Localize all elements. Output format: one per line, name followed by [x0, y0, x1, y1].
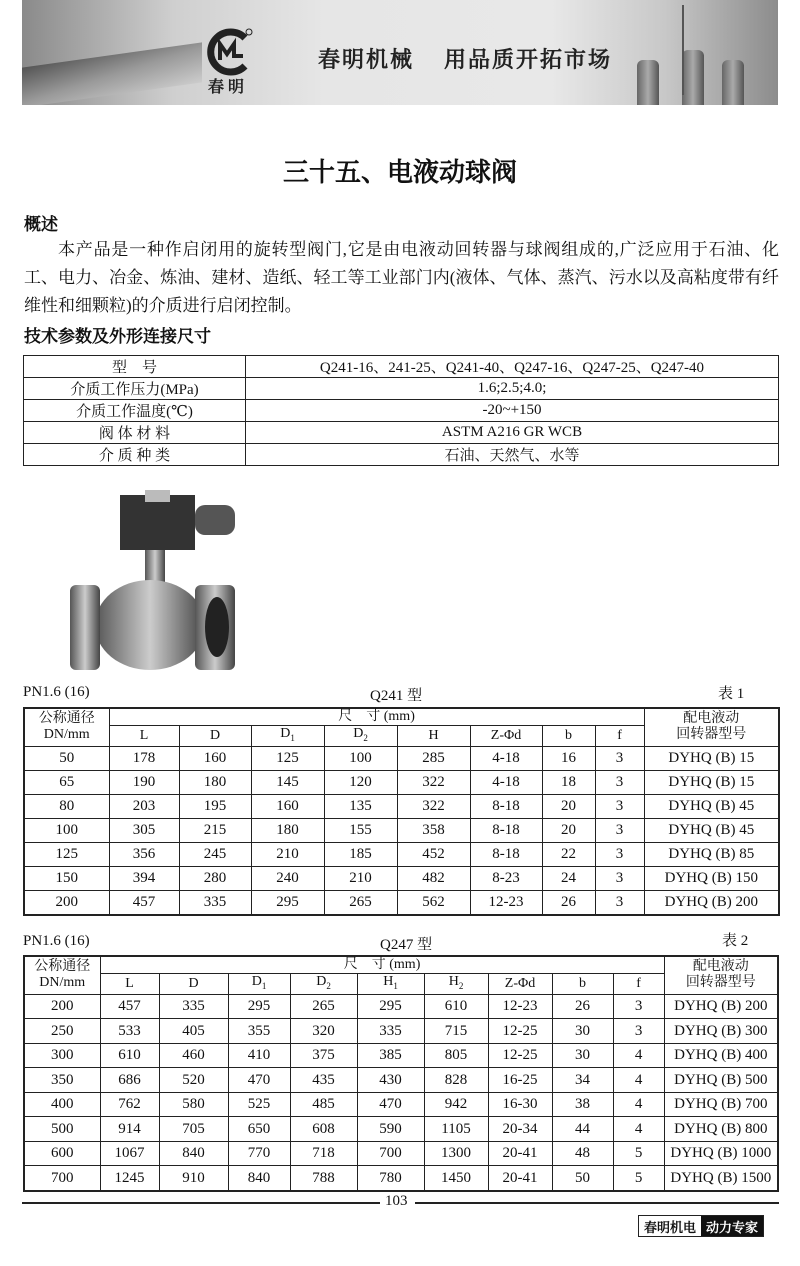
dn-header-label: 公称通径: [34, 959, 91, 975]
column-header-label: D: [316, 974, 327, 989]
table-cell: 250: [24, 1019, 100, 1044]
table-row: [24, 1043, 778, 1068]
table-cell: 24: [542, 866, 595, 890]
table-cell: 356: [109, 842, 179, 866]
column-header-label: b: [579, 975, 586, 991]
table-cell: 3: [613, 1019, 664, 1044]
table-cell: 180: [179, 770, 251, 794]
table-cell: 65: [24, 770, 109, 794]
table-row: [24, 994, 778, 1019]
table-cell: 700: [24, 1166, 100, 1191]
table-cell: 26: [542, 890, 595, 915]
table-cell: 34: [552, 1068, 613, 1093]
table-cell: 828: [424, 1068, 488, 1093]
table-cell: 375: [290, 1043, 357, 1068]
table-cell: 4: [613, 1043, 664, 1068]
table-cell: 44: [552, 1117, 613, 1142]
spec-label: 阀 体 材 料: [24, 422, 246, 444]
column-header: [552, 974, 613, 995]
table-cell: 1300: [424, 1141, 488, 1166]
table-cell: 470: [228, 1068, 290, 1093]
table-cell: 18: [542, 770, 595, 794]
column-header-label: b: [565, 727, 572, 743]
table-cell: 485: [290, 1092, 357, 1117]
table-header: [24, 956, 778, 994]
table-cell: 265: [324, 890, 397, 915]
table-cell: DYHQ (B) 300: [664, 1019, 778, 1044]
cooling-tower: [722, 60, 744, 105]
column-header-label: D: [280, 726, 291, 741]
column-header-label: D: [188, 975, 199, 991]
size-header: 尺 寸 (mm): [109, 708, 644, 726]
table-cell: DYHQ (B) 1500: [664, 1166, 778, 1191]
table-row: [24, 1068, 778, 1093]
column-header: [228, 974, 290, 995]
column-subscript: 2: [363, 732, 368, 743]
table-cell: 8-23: [470, 866, 542, 890]
overview-text: 本产品是一种作启闭用的旋转型阀门,它是由电液动回转器与球阀组成的,广泛应用于石油、化工、电力、冶金、炼油、建材、造纸、轻工等工业部门内(液体、气体、蒸汽、污水以及高粘度带有纤维性和细颗粒)的介质进行启闭控制。: [24, 240, 779, 315]
column-header-label: H: [448, 974, 459, 989]
slogan-motto: 用品质开拓市场: [444, 48, 613, 73]
table-cell: 125: [251, 746, 324, 770]
column-header: [397, 726, 470, 747]
table-cell: 520: [159, 1068, 228, 1093]
spec-value: ASTM A216 GR WCB: [246, 422, 779, 444]
table-cell: 457: [100, 994, 159, 1019]
table-cell: 350: [24, 1068, 100, 1093]
table-cell: 322: [397, 794, 470, 818]
table-cell: 608: [290, 1117, 357, 1142]
table-body: [24, 746, 779, 915]
table-cell: 610: [424, 994, 488, 1019]
table-cell: 5: [613, 1166, 664, 1191]
table-cell: 385: [357, 1043, 424, 1068]
table-row: [24, 890, 779, 915]
table-cell: 30: [552, 1019, 613, 1044]
table-cell: DYHQ (B) 400: [664, 1043, 778, 1068]
spec-row: [24, 444, 779, 466]
specs-heading: 技术参数及外形连接尺寸: [24, 327, 211, 347]
table-header: [24, 708, 779, 746]
table-cell: 358: [397, 818, 470, 842]
table-cell: 100: [324, 746, 397, 770]
logo-text: 春明: [208, 77, 249, 96]
q241-dimension-table: [23, 707, 780, 916]
column-header: [542, 726, 595, 747]
table-row: [24, 842, 779, 866]
table-row: [24, 818, 779, 842]
table-cell: 500: [24, 1117, 100, 1142]
table-cell: 5: [613, 1141, 664, 1166]
valve-photo: [65, 485, 250, 680]
column-header: [488, 974, 552, 995]
page-title: 三十五、电液动球阀: [282, 158, 517, 188]
dn-header-label: 公称通径: [38, 711, 95, 727]
table-cell: DYHQ (B) 500: [664, 1068, 778, 1093]
column-header: [595, 726, 644, 747]
table2-model: Q247 型: [380, 937, 433, 953]
table-cell: 335: [159, 994, 228, 1019]
table-cell: 840: [228, 1166, 290, 1191]
table-cell: DYHQ (B) 15: [644, 746, 779, 770]
table-cell: 190: [109, 770, 179, 794]
table-cell: 718: [290, 1141, 357, 1166]
q247-dimension-table: [23, 955, 779, 1192]
table-cell: 3: [595, 770, 644, 794]
spec-label: 介质工作压力(MPa): [24, 378, 246, 400]
actuator-header: [664, 956, 778, 994]
spec-value: 1.6;2.5;4.0;: [246, 378, 779, 400]
dn-header-unit: DN/mm: [39, 975, 86, 991]
table-cell: 145: [251, 770, 324, 794]
table-cell: 203: [109, 794, 179, 818]
table-cell: 50: [552, 1166, 613, 1191]
spec-row: [24, 400, 779, 422]
table-cell: 3: [595, 818, 644, 842]
table-cell: 210: [251, 842, 324, 866]
table-cell: 1245: [100, 1166, 159, 1191]
dn-header: [24, 956, 100, 994]
table-cell: 125: [24, 842, 109, 866]
spec-value: -20~+150: [246, 400, 779, 422]
table-cell: 100: [24, 818, 109, 842]
spec-row: [24, 356, 779, 378]
badge-right: 动力专家: [701, 1216, 763, 1236]
column-header: [109, 726, 179, 747]
table-cell: 1450: [424, 1166, 488, 1191]
table-cell: 335: [179, 890, 251, 915]
table-cell: 4: [613, 1117, 664, 1142]
table-cell: 16-30: [488, 1092, 552, 1117]
table-cell: 210: [324, 866, 397, 890]
table-body: [24, 994, 778, 1191]
column-header-label: Z-Φd: [490, 727, 522, 743]
table1-label: 表 1: [718, 686, 745, 702]
table-cell: 16: [542, 746, 595, 770]
column-header: [159, 974, 228, 995]
column-header: [357, 974, 424, 995]
table-cell: 435: [290, 1068, 357, 1093]
column-subscript: 1: [261, 980, 267, 991]
table-cell: 135: [324, 794, 397, 818]
table-cell: 335: [357, 1019, 424, 1044]
table-cell: 3: [595, 746, 644, 770]
table-cell: 16-25: [488, 1068, 552, 1093]
table-cell: 50: [24, 746, 109, 770]
table-cell: 452: [397, 842, 470, 866]
table-cell: 30: [552, 1043, 613, 1068]
table-row: [24, 866, 779, 890]
table-cell: 482: [397, 866, 470, 890]
table-cell: 580: [159, 1092, 228, 1117]
column-header: [613, 974, 664, 995]
spec-label: 型 号: [24, 356, 246, 378]
table2-pressure: PN1.6 (16): [23, 933, 90, 949]
table-cell: 805: [424, 1043, 488, 1068]
table-cell: 686: [100, 1068, 159, 1093]
table1-model: Q241 型: [370, 688, 423, 704]
table-cell: 430: [357, 1068, 424, 1093]
table-cell: 705: [159, 1117, 228, 1142]
table-cell: 3: [595, 866, 644, 890]
table-cell: 3: [613, 994, 664, 1019]
table-row: [24, 746, 779, 770]
table-cell: 4-18: [470, 746, 542, 770]
slogan: [318, 43, 642, 74]
table-cell: 200: [24, 994, 100, 1019]
table-cell: 160: [251, 794, 324, 818]
company-logo-icon: [205, 28, 253, 76]
table-cell: 12-23: [470, 890, 542, 915]
table-cell: 185: [324, 842, 397, 866]
table-cell: 4-18: [470, 770, 542, 794]
table-cell: 12-23: [488, 994, 552, 1019]
size-header: 尺 寸 (mm): [100, 956, 664, 974]
table-row: [24, 1141, 778, 1166]
power-pylon: [682, 5, 684, 95]
spec-row: [24, 378, 779, 400]
table-cell: DYHQ (B) 700: [664, 1092, 778, 1117]
table-cell: 410: [228, 1043, 290, 1068]
actuator-header-line2: 回转器型号: [676, 727, 747, 743]
column-header-label: f: [617, 727, 622, 743]
table-cell: 240: [251, 866, 324, 890]
slogan-company: 春明机械: [318, 48, 415, 73]
table-row: [24, 770, 779, 794]
table-row: [24, 1092, 778, 1117]
page-number: 103: [385, 1193, 408, 1209]
table-cell: 22: [542, 842, 595, 866]
spec-label: 介质工作温度(℃): [24, 400, 246, 422]
table-cell: DYHQ (B) 85: [644, 842, 779, 866]
table-cell: 265: [290, 994, 357, 1019]
table-cell: 525: [228, 1092, 290, 1117]
table-cell: 280: [179, 866, 251, 890]
table-cell: 770: [228, 1141, 290, 1166]
column-header-label: L: [125, 975, 134, 991]
column-subscript: 2: [326, 980, 331, 991]
column-header: [100, 974, 159, 995]
actuator-header-line1: 配电液动: [683, 711, 740, 727]
table-cell: 4: [613, 1092, 664, 1117]
table-cell: 322: [397, 770, 470, 794]
table-cell: DYHQ (B) 150: [644, 866, 779, 890]
column-header-label: H: [428, 727, 439, 743]
table-cell: DYHQ (B) 15: [644, 770, 779, 794]
table-cell: 788: [290, 1166, 357, 1191]
table-cell: 320: [290, 1019, 357, 1044]
table-cell: 780: [357, 1166, 424, 1191]
table-cell: 80: [24, 794, 109, 818]
footer-badge: [638, 1215, 764, 1237]
table-cell: 150: [24, 866, 109, 890]
table-cell: 26: [552, 994, 613, 1019]
spec-table: [23, 355, 779, 466]
column-header: [470, 726, 542, 747]
table-cell: 355: [228, 1019, 290, 1044]
column-header-label: Z-Φd: [504, 975, 536, 991]
table-row: [24, 1166, 778, 1191]
table-cell: 215: [179, 818, 251, 842]
bridge-photo: [22, 42, 202, 105]
column-header: [251, 726, 324, 747]
table-cell: 600: [24, 1141, 100, 1166]
table-cell: 762: [100, 1092, 159, 1117]
dn-header: [24, 708, 109, 746]
table2-label: 表 2: [722, 933, 749, 949]
table-cell: 1067: [100, 1141, 159, 1166]
table-cell: 840: [159, 1141, 228, 1166]
table-row: [24, 794, 779, 818]
table-cell: 20: [542, 794, 595, 818]
table-cell: 8-18: [470, 818, 542, 842]
table-cell: 700: [357, 1141, 424, 1166]
table-cell: 1105: [424, 1117, 488, 1142]
table-cell: 715: [424, 1019, 488, 1044]
table-cell: 245: [179, 842, 251, 866]
table-cell: 457: [109, 890, 179, 915]
badge-left: 春明机电: [644, 1221, 697, 1236]
spec-value: 石油、天然气、水等: [246, 444, 779, 466]
column-subscript: 2: [458, 980, 464, 991]
table-cell: DYHQ (B) 200: [664, 994, 778, 1019]
table-cell: 155: [324, 818, 397, 842]
table-cell: 20-41: [488, 1141, 552, 1166]
column-header: [424, 974, 488, 995]
table-cell: 38: [552, 1092, 613, 1117]
table-cell: 285: [397, 746, 470, 770]
actuator-header-line2: 回转器型号: [685, 975, 756, 991]
table-cell: 295: [251, 890, 324, 915]
footer-rule: [415, 1202, 779, 1204]
table1-pressure: PN1.6 (16): [23, 684, 90, 700]
table-cell: DYHQ (B) 45: [644, 818, 779, 842]
header-row: [24, 708, 779, 726]
table-cell: 160: [179, 746, 251, 770]
table-cell: 8-18: [470, 794, 542, 818]
column-subscript: 1: [393, 980, 398, 991]
column-header-label: D: [209, 727, 221, 743]
table-cell: 405: [159, 1019, 228, 1044]
column-header-label: L: [139, 727, 149, 743]
table-row: [24, 1117, 778, 1142]
table-cell: 195: [179, 794, 251, 818]
table-cell: 20-41: [488, 1166, 552, 1191]
table-cell: 590: [357, 1117, 424, 1142]
table-cell: 470: [357, 1092, 424, 1117]
table-cell: DYHQ (B) 800: [664, 1117, 778, 1142]
table-cell: DYHQ (B) 45: [644, 794, 779, 818]
table-cell: 295: [357, 994, 424, 1019]
table-cell: 305: [109, 818, 179, 842]
column-subscript: 1: [290, 732, 295, 743]
table-cell: 914: [100, 1117, 159, 1142]
table-cell: 4: [613, 1068, 664, 1093]
table-cell: 12-25: [488, 1043, 552, 1068]
column-header-label: D: [251, 974, 262, 989]
table-cell: 910: [159, 1166, 228, 1191]
table-cell: 650: [228, 1117, 290, 1142]
table-cell: 400: [24, 1092, 100, 1117]
spec-row: [24, 422, 779, 444]
overview-heading: 概述: [24, 215, 58, 235]
table-cell: 20: [542, 818, 595, 842]
table-cell: 533: [100, 1019, 159, 1044]
table-cell: 394: [109, 866, 179, 890]
actuator-header: [644, 708, 779, 746]
column-header-label: D: [353, 726, 364, 741]
actuator-header-line1: 配电液动: [692, 959, 749, 975]
column-header-label: f: [636, 975, 641, 991]
table-cell: 200: [24, 890, 109, 915]
cooling-tower: [682, 50, 704, 105]
table-cell: 942: [424, 1092, 488, 1117]
dn-header-unit: DN/mm: [43, 727, 90, 743]
column-header: [179, 726, 251, 747]
table-cell: DYHQ (B) 200: [644, 890, 779, 915]
column-header: [290, 974, 357, 995]
table-cell: 295: [228, 994, 290, 1019]
table-cell: 3: [595, 794, 644, 818]
table-cell: 300: [24, 1043, 100, 1068]
table-cell: 12-25: [488, 1019, 552, 1044]
table-cell: 48: [552, 1141, 613, 1166]
table-cell: 562: [397, 890, 470, 915]
header-row: [24, 956, 778, 974]
column-header: [324, 726, 397, 747]
table-cell: 3: [595, 842, 644, 866]
table-cell: 178: [109, 746, 179, 770]
table-cell: 460: [159, 1043, 228, 1068]
table-cell: 120: [324, 770, 397, 794]
table-cell: DYHQ (B) 1000: [664, 1141, 778, 1166]
table-cell: 20-34: [488, 1117, 552, 1142]
table-cell: 180: [251, 818, 324, 842]
table-cell: 3: [595, 890, 644, 915]
table-cell: 8-18: [470, 842, 542, 866]
spec-label: 介 质 种 类: [24, 444, 246, 466]
footer-rule: [22, 1202, 380, 1204]
table-cell: 610: [100, 1043, 159, 1068]
table-row: [24, 1019, 778, 1044]
spec-value: Q241-16、241-25、Q241-40、Q247-16、Q247-25、Q247-40: [246, 356, 779, 378]
column-header-label: H: [383, 974, 394, 989]
